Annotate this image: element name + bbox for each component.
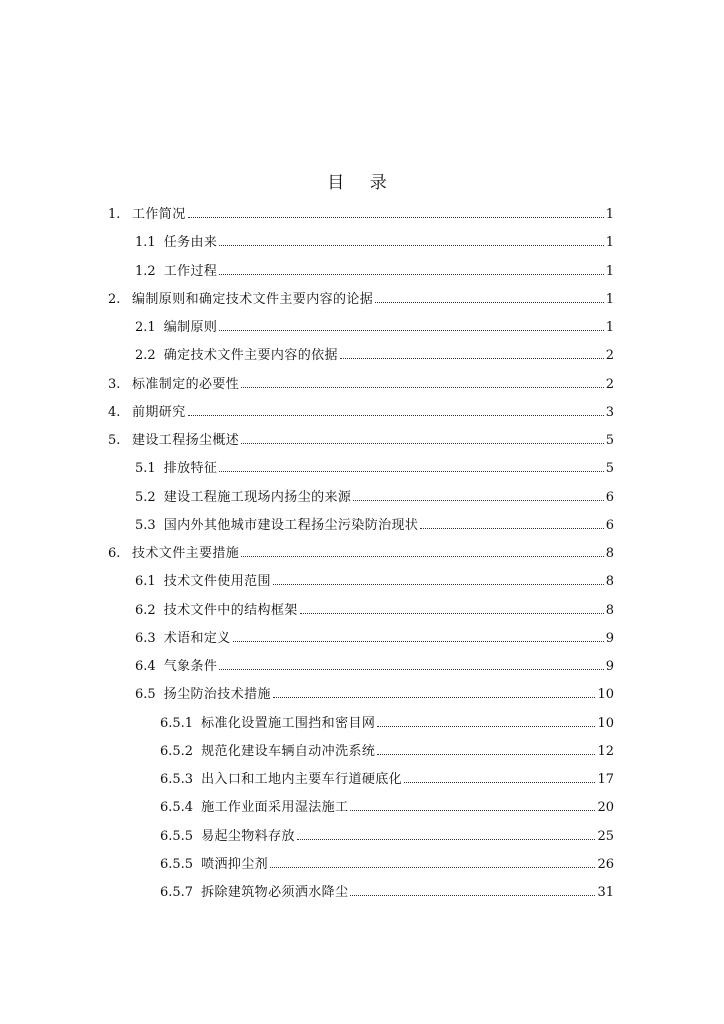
toc-entry-page: 17 (597, 772, 614, 787)
toc-entry-number: 1. (108, 207, 121, 222)
toc-entry-6-5-5b[interactable] (108, 854, 614, 882)
toc-entry-number: 3. (108, 376, 121, 392)
toc-entry-page: 9 (605, 630, 614, 646)
toc-entry-text: 扬尘防治技术措施 (163, 687, 271, 703)
toc-entry-page: 26 (597, 856, 614, 872)
toc-entry-text: 工作过程 (163, 263, 218, 279)
toc-dot-leader (219, 330, 603, 331)
toc-entry-text: 气象条件 (163, 659, 218, 674)
toc-entry-number: 5.3 (135, 517, 156, 533)
toc-dot-leader (377, 754, 595, 755)
toc-dot-leader (273, 584, 604, 585)
toc-entry-page: 2 (605, 348, 614, 364)
toc-dot-leader (350, 810, 595, 811)
toc-entry-text: 确定技术文件主要内容的依据 (163, 348, 338, 364)
toc-entry-text: 易起尘物料存放 (201, 828, 295, 844)
toc-entry-number: 1.1 (135, 235, 156, 251)
toc-dot-leader (241, 387, 604, 388)
toc-entry-1-2[interactable] (108, 261, 614, 289)
toc-entry-4[interactable] (108, 402, 614, 430)
toc-entry-number: 2.1 (135, 320, 156, 335)
toc-entry-text: 任务由来 (163, 235, 218, 251)
toc-dot-leader (188, 217, 604, 218)
toc-entry-text: 排放特征 (163, 461, 218, 477)
toc-entry-page: 31 (597, 885, 614, 900)
toc-entry-number: 6. (108, 546, 121, 561)
toc-entry-6[interactable] (108, 543, 614, 571)
toc-entry-number: 2.2 (135, 348, 156, 364)
toc-entry-text: 前期研究 (132, 404, 186, 420)
toc-dot-leader (340, 358, 604, 359)
toc-entry-text: 标准制定的必要性 (132, 376, 240, 392)
toc-dot-leader (219, 274, 603, 275)
toc-entry-2-1[interactable] (108, 317, 614, 345)
toc-entry-text: 施工作业面采用湿法施工 (201, 800, 349, 816)
toc-entry-page: 25 (597, 828, 614, 844)
toc-entry-number: 4. (108, 404, 121, 420)
toc-entry-6-4[interactable] (108, 656, 614, 684)
toc-entry-number: 6.5 (135, 687, 156, 703)
toc-entry-number: 6.5.5 (160, 828, 194, 844)
toc-entry-page: 20 (597, 800, 614, 816)
toc-dot-leader (219, 471, 603, 472)
toc-entry-number: 6.1 (135, 574, 156, 590)
toc-entry-text: 技术文件中的结构框架 (163, 602, 298, 618)
toc-title: 目 录 (327, 173, 397, 193)
toc-dot-leader (241, 556, 604, 557)
toc-dot-leader (377, 726, 595, 727)
table-of-contents (108, 204, 614, 910)
toc-entry-text: 规范化建设车辆自动冲洗系统 (201, 743, 376, 759)
toc-entry-text: 技术文件主要措施 (132, 546, 240, 561)
toc-entry-page: 1 (605, 291, 614, 307)
toc-entry-6-5-2[interactable] (108, 741, 614, 769)
toc-entry-text: 编制原则 (163, 320, 218, 335)
toc-entry-number: 1.2 (135, 263, 156, 279)
toc-entry-text: 编制原则和确定技术文件主要内容的论据 (132, 291, 374, 307)
toc-entry-6-5-7[interactable] (108, 882, 614, 910)
toc-entry-5-1[interactable] (108, 458, 614, 486)
toc-dot-leader (375, 302, 604, 303)
toc-entry-1[interactable] (108, 204, 614, 232)
toc-dot-leader (188, 415, 604, 416)
toc-entry-page: 12 (597, 743, 614, 759)
toc-entry-text: 喷洒抑尘剂 (201, 856, 269, 872)
toc-entry-number: 6.5.4 (160, 800, 194, 816)
toc-entry-2[interactable] (108, 289, 614, 317)
toc-entry-page: 1 (605, 320, 614, 335)
toc-entry-page: 5 (605, 461, 614, 477)
toc-entry-6-5-5[interactable] (108, 826, 614, 854)
toc-entry-text: 术语和定义 (163, 630, 231, 646)
toc-dot-leader (300, 613, 604, 614)
toc-dot-leader (353, 500, 603, 501)
toc-entry-page: 9 (605, 659, 614, 674)
toc-entry-page: 8 (605, 546, 614, 561)
toc-entry-number: 5.2 (135, 489, 156, 505)
toc-entry-5-2[interactable] (108, 487, 614, 515)
toc-entry-1-1[interactable] (108, 232, 614, 260)
toc-entry-page: 5 (605, 433, 614, 448)
toc-entry-text: 建设工程施工现场内扬尘的来源 (163, 489, 352, 505)
toc-entry-page: 8 (605, 574, 614, 590)
toc-dot-leader (297, 839, 596, 840)
toc-entry-6-5-1[interactable] (108, 713, 614, 741)
toc-entry-number: 5.1 (135, 461, 156, 477)
toc-dot-leader (404, 782, 595, 783)
toc-entry-page: 6 (605, 489, 614, 505)
toc-entry-text: 国内外其他城市建设工程扬尘污染防治现状 (163, 517, 419, 533)
toc-entry-page: 10 (597, 715, 614, 731)
toc-entry-6-3[interactable] (108, 628, 614, 656)
toc-entry-6-1[interactable] (108, 571, 614, 599)
toc-dot-leader (233, 641, 604, 642)
toc-entry-number: 6.4 (135, 659, 156, 674)
toc-entry-text: 技术文件使用范围 (163, 574, 271, 590)
toc-entry-page: 8 (605, 602, 614, 618)
toc-entry-3[interactable] (108, 374, 614, 402)
toc-entry-text: 标准化设置施工围挡和密目网 (201, 715, 376, 731)
toc-entry-page: 6 (605, 517, 614, 533)
toc-entry-number: 2. (108, 291, 121, 307)
toc-entry-text: 拆除建筑物必须洒水降尘 (201, 885, 349, 900)
toc-entry-2-2[interactable] (108, 345, 614, 373)
toc-entry-text: 建设工程扬尘概述 (132, 433, 240, 448)
toc-entry-number: 6.5.1 (160, 715, 194, 731)
toc-dot-leader (219, 669, 603, 670)
toc-entry-number: 6.5.2 (160, 743, 194, 759)
toc-entry-page: 10 (597, 687, 614, 703)
toc-dot-leader (350, 895, 595, 896)
toc-entry-text: 出入口和工地内主要车行道硬底化 (201, 772, 403, 787)
toc-entry-page: 1 (605, 235, 614, 251)
toc-entry-number: 6.3 (135, 630, 156, 646)
toc-dot-leader (273, 697, 596, 698)
toc-entry-page: 1 (605, 263, 614, 279)
toc-dot-leader (420, 528, 603, 529)
toc-entry-5[interactable] (108, 430, 614, 458)
toc-entry-number: 6.5.3 (160, 772, 194, 787)
toc-entry-6-5[interactable] (108, 684, 614, 712)
toc-dot-leader (270, 867, 595, 868)
toc-entry-page: 1 (605, 207, 614, 222)
toc-entry-number: 6.2 (135, 602, 156, 618)
toc-entry-page: 2 (605, 376, 614, 392)
toc-entry-page: 3 (605, 404, 614, 420)
toc-entry-number: 6.5.5 (160, 856, 194, 872)
toc-entry-6-5-3[interactable] (108, 769, 614, 797)
toc-entry-number: 6.5.7 (160, 885, 194, 900)
toc-entry-text: 工作简况 (132, 207, 186, 222)
toc-dot-leader (241, 443, 604, 444)
toc-dot-leader (219, 245, 603, 246)
toc-entry-6-5-4[interactable] (108, 797, 614, 825)
toc-entry-number: 5. (108, 433, 121, 448)
toc-entry-6-2[interactable] (108, 600, 614, 628)
toc-entry-5-3[interactable] (108, 515, 614, 543)
